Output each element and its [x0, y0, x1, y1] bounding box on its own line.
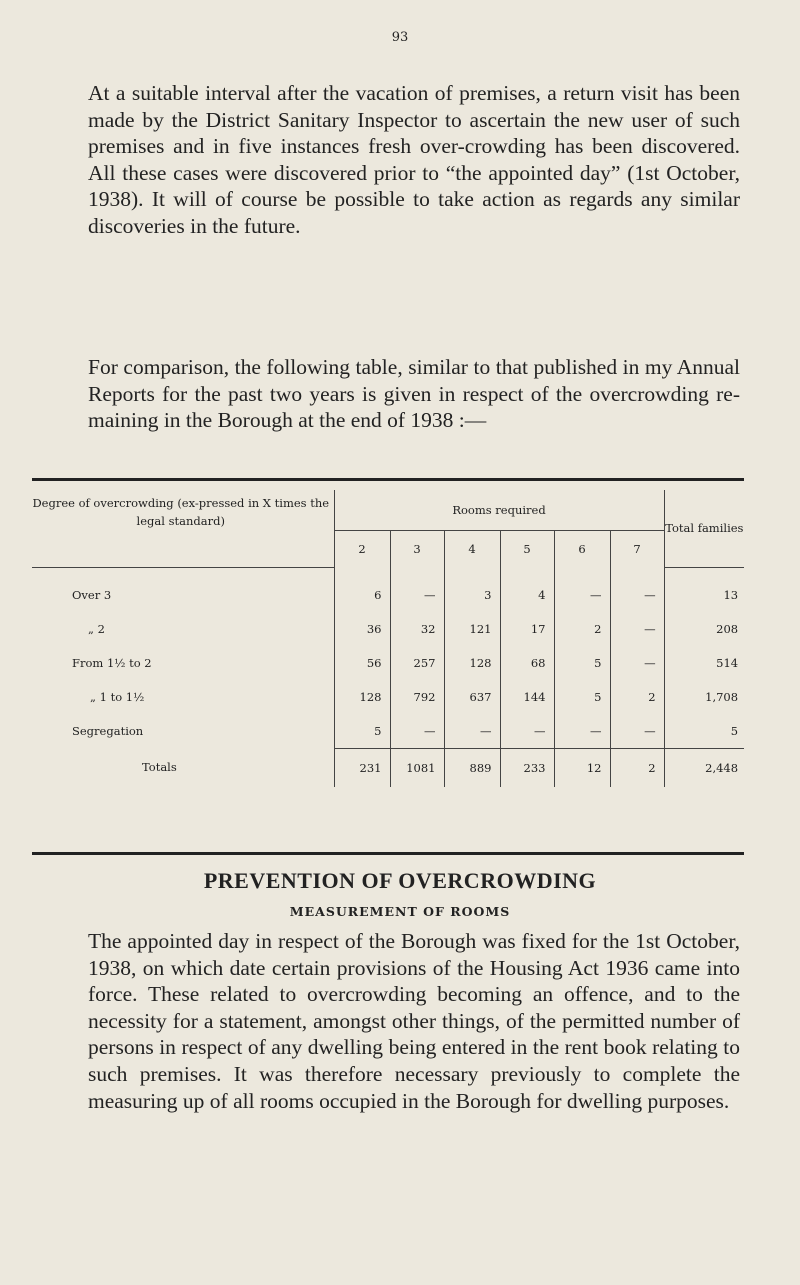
- cell: 121: [444, 612, 500, 646]
- cell: 257: [390, 646, 444, 680]
- cell: 2: [610, 680, 664, 714]
- cell: 128: [444, 646, 500, 680]
- header-rooms-2: 2: [334, 531, 390, 568]
- table-row: [32, 714, 744, 749]
- cell: 5: [554, 680, 610, 714]
- cell: —: [500, 714, 554, 749]
- cell: —: [610, 612, 664, 646]
- row-total: 208: [664, 612, 744, 646]
- cell: 17: [500, 612, 554, 646]
- totals-label: Totals: [142, 760, 177, 775]
- header-rooms-7: 7: [610, 531, 664, 568]
- row-total: 5: [664, 714, 744, 749]
- row-label: „ 1 to 1½: [90, 689, 145, 704]
- cell: 5: [334, 714, 390, 749]
- cell: 32: [390, 612, 444, 646]
- row-label: Segregation: [72, 723, 144, 738]
- cell: —: [444, 714, 500, 749]
- row-label: Over 3: [72, 587, 112, 602]
- grand-total: 2,448: [664, 748, 744, 787]
- header-rooms-required: Rooms required: [334, 490, 664, 531]
- cell: 2: [554, 612, 610, 646]
- cell: 68: [500, 646, 554, 680]
- paragraph-return-visits: At a suitable interval after the vacation of premises, a return visit has been made by the District Sanitary Inspector to ascertain the new user of such premises and in five instances fresh over-crowding has been discovered. All these cases were discovered prior to “the appointed day” (1st October, 1938). It will of course be possible to take action as regards any similar discoveries in the future.: [88, 81, 740, 238]
- header-rooms-5: 5: [500, 531, 554, 568]
- cell: 144: [500, 680, 554, 714]
- table-row: [32, 578, 744, 612]
- table-bottom-rule: [32, 852, 744, 855]
- cell: 4: [500, 578, 554, 612]
- table-row: [32, 612, 744, 646]
- header-rooms-4: 4: [444, 531, 500, 568]
- section-heading: PREVENTION OF OVERCROWDING: [203, 868, 597, 893]
- cell: —: [610, 714, 664, 749]
- cell: —: [610, 578, 664, 612]
- paragraph-comparison: For comparison, the following table, similar to that published in my Annual Reports for the past two years is given in respect of the overcrowding re-maining in the Borough at the end of 1938 :—: [88, 355, 740, 433]
- cell: 3: [444, 578, 500, 612]
- page-number: 93: [391, 30, 409, 45]
- header-rooms-3: 3: [390, 531, 444, 568]
- row-total: 1,708: [664, 680, 744, 714]
- cell: —: [610, 646, 664, 680]
- total-cell: 1081: [390, 748, 444, 787]
- cell: 36: [334, 612, 390, 646]
- table-row: [32, 680, 744, 714]
- cell: 128: [334, 680, 390, 714]
- cell: —: [390, 578, 444, 612]
- cell: 56: [334, 646, 390, 680]
- cell: 5: [554, 646, 610, 680]
- header-total-families: Total families: [664, 490, 744, 567]
- total-cell: 889: [444, 748, 500, 787]
- cell: —: [554, 578, 610, 612]
- cell: 637: [444, 680, 500, 714]
- cell: 792: [390, 680, 444, 714]
- header-degree: Degree of overcrowding (ex-pressed in X times the legal standard): [32, 496, 330, 528]
- total-cell: 231: [334, 748, 390, 787]
- total-cell: 233: [500, 748, 554, 787]
- row-total: 13: [664, 578, 744, 612]
- header-rooms-6: 6: [554, 531, 610, 568]
- overcrowding-table: [32, 490, 744, 787]
- row-total: 514: [664, 646, 744, 680]
- paragraph-appointed-day: The appointed day in respect of the Borough was fixed for the 1st October, 1938, on which date certain provisions of the Housing Act 1936 came into force. These related to overcrowding becoming an offence, and to the necessity for a statement, amongst other things, of the permitted number of persons in respect of any dwelling being entered in the rent book relating to such premises. It was therefore necessary previously to complete the measuring up of all rooms occupied in the Borough for dwelling purposes.: [88, 929, 740, 1113]
- table-row: [32, 646, 744, 680]
- total-cell: 12: [554, 748, 610, 787]
- total-cell: 2: [610, 748, 664, 787]
- cell: 6: [334, 578, 390, 612]
- cell: —: [390, 714, 444, 749]
- row-label: „ 2: [88, 621, 105, 636]
- section-subheading: MEASUREMENT OF ROOMS: [289, 904, 511, 919]
- table-top-rule: [32, 478, 744, 481]
- row-label: From 1½ to 2: [72, 655, 152, 670]
- cell: —: [554, 714, 610, 749]
- totals-row: [32, 748, 744, 787]
